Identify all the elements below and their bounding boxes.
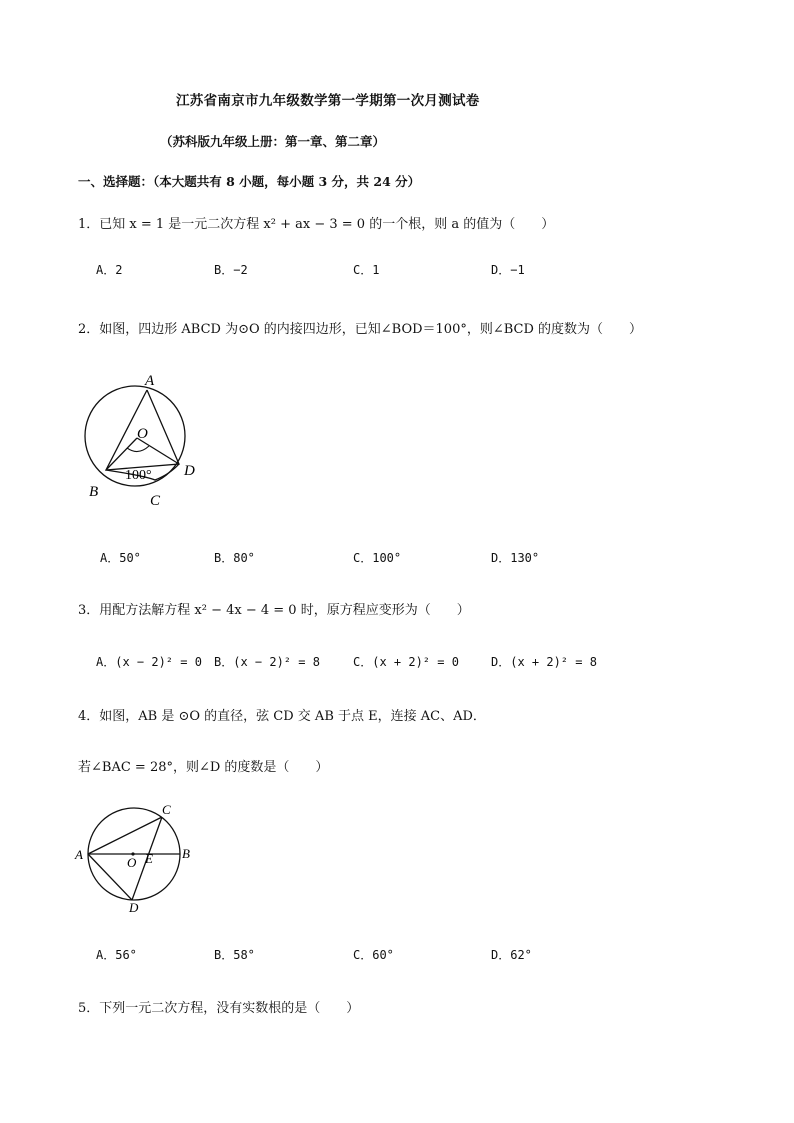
question-3-stem: 3．用配方法解方程 x² − 4x − 4 = 0 时，原方程应变形为（ ）	[78, 603, 470, 618]
question-3-option-b: B．(x − 2)² = 8	[214, 655, 320, 669]
label-d: D	[184, 463, 195, 479]
question-4-figure	[72, 800, 202, 915]
question-4-option-d: D．62°	[491, 948, 532, 962]
question-4-option-a: A．56°	[96, 948, 137, 962]
label-o-2: O	[127, 855, 137, 870]
label-d-2: D	[129, 900, 139, 915]
question-1-stem: 1．已知 x = 1 是一元二次方程 x² + ax − 3 = 0 的一个根，则 a 的值为（ ）	[78, 217, 555, 232]
page-subtitle: （苏科版九年级上册：第一章、第二章）	[160, 134, 386, 149]
question-4-stem-2: 若∠BAC = 28°，则∠D 的度数是（ ）	[78, 760, 329, 775]
question-1-option-c: C．1	[353, 263, 380, 277]
question-2-stem: 2．如图，四边形 ABCD 为⊙O 的内接四边形，已知∠BOD＝100°，则∠BCD 的度数为（ ）	[78, 322, 643, 337]
label-100: 100°	[125, 468, 152, 483]
label-a: A	[145, 373, 155, 389]
label-e: E	[145, 851, 153, 866]
question-2-option-a: A．50°	[100, 551, 141, 565]
question-2-option-b: B．80°	[214, 551, 255, 565]
question-3-option-d: D．(x + 2)² = 8	[491, 655, 597, 669]
question-2-option-d: D．130°	[491, 551, 540, 565]
label-b-2: B	[182, 846, 190, 861]
question-1-option-a: A．2	[96, 263, 123, 277]
question-1-option-d: D．−1	[491, 263, 525, 277]
question-2-figure	[75, 368, 215, 508]
label-c-2: C	[162, 802, 171, 817]
question-4-option-b: B．58°	[214, 948, 255, 962]
question-2-option-c: C．100°	[353, 551, 402, 565]
page-title: 江苏省南京市九年级数学第一学期第一次月测试卷	[176, 93, 480, 109]
question-1-option-b: B．−2	[214, 263, 248, 277]
question-3-option-a: A．(x − 2)² = 0	[96, 655, 202, 669]
section-heading: 一、选择题：（本大题共有 8 小题，每小题 3 分，共 24 分）	[78, 174, 421, 189]
angle-arc	[127, 446, 149, 452]
radius-ob	[106, 438, 137, 470]
label-c: C	[150, 493, 161, 508]
label-o: O	[137, 426, 148, 442]
question-5-stem: 5．下列一元二次方程，没有实数根的是（ ）	[78, 1001, 360, 1016]
label-a-2: A	[75, 847, 83, 862]
question-4-option-c: C．60°	[353, 948, 394, 962]
label-b: B	[89, 484, 99, 500]
question-3-option-c: C．(x + 2)² = 0	[353, 655, 459, 669]
question-4-stem: 4．如图，AB 是 ⊙O 的直径，弦 CD 交 AB 于点 E，连接 AC、AD．	[78, 709, 486, 724]
